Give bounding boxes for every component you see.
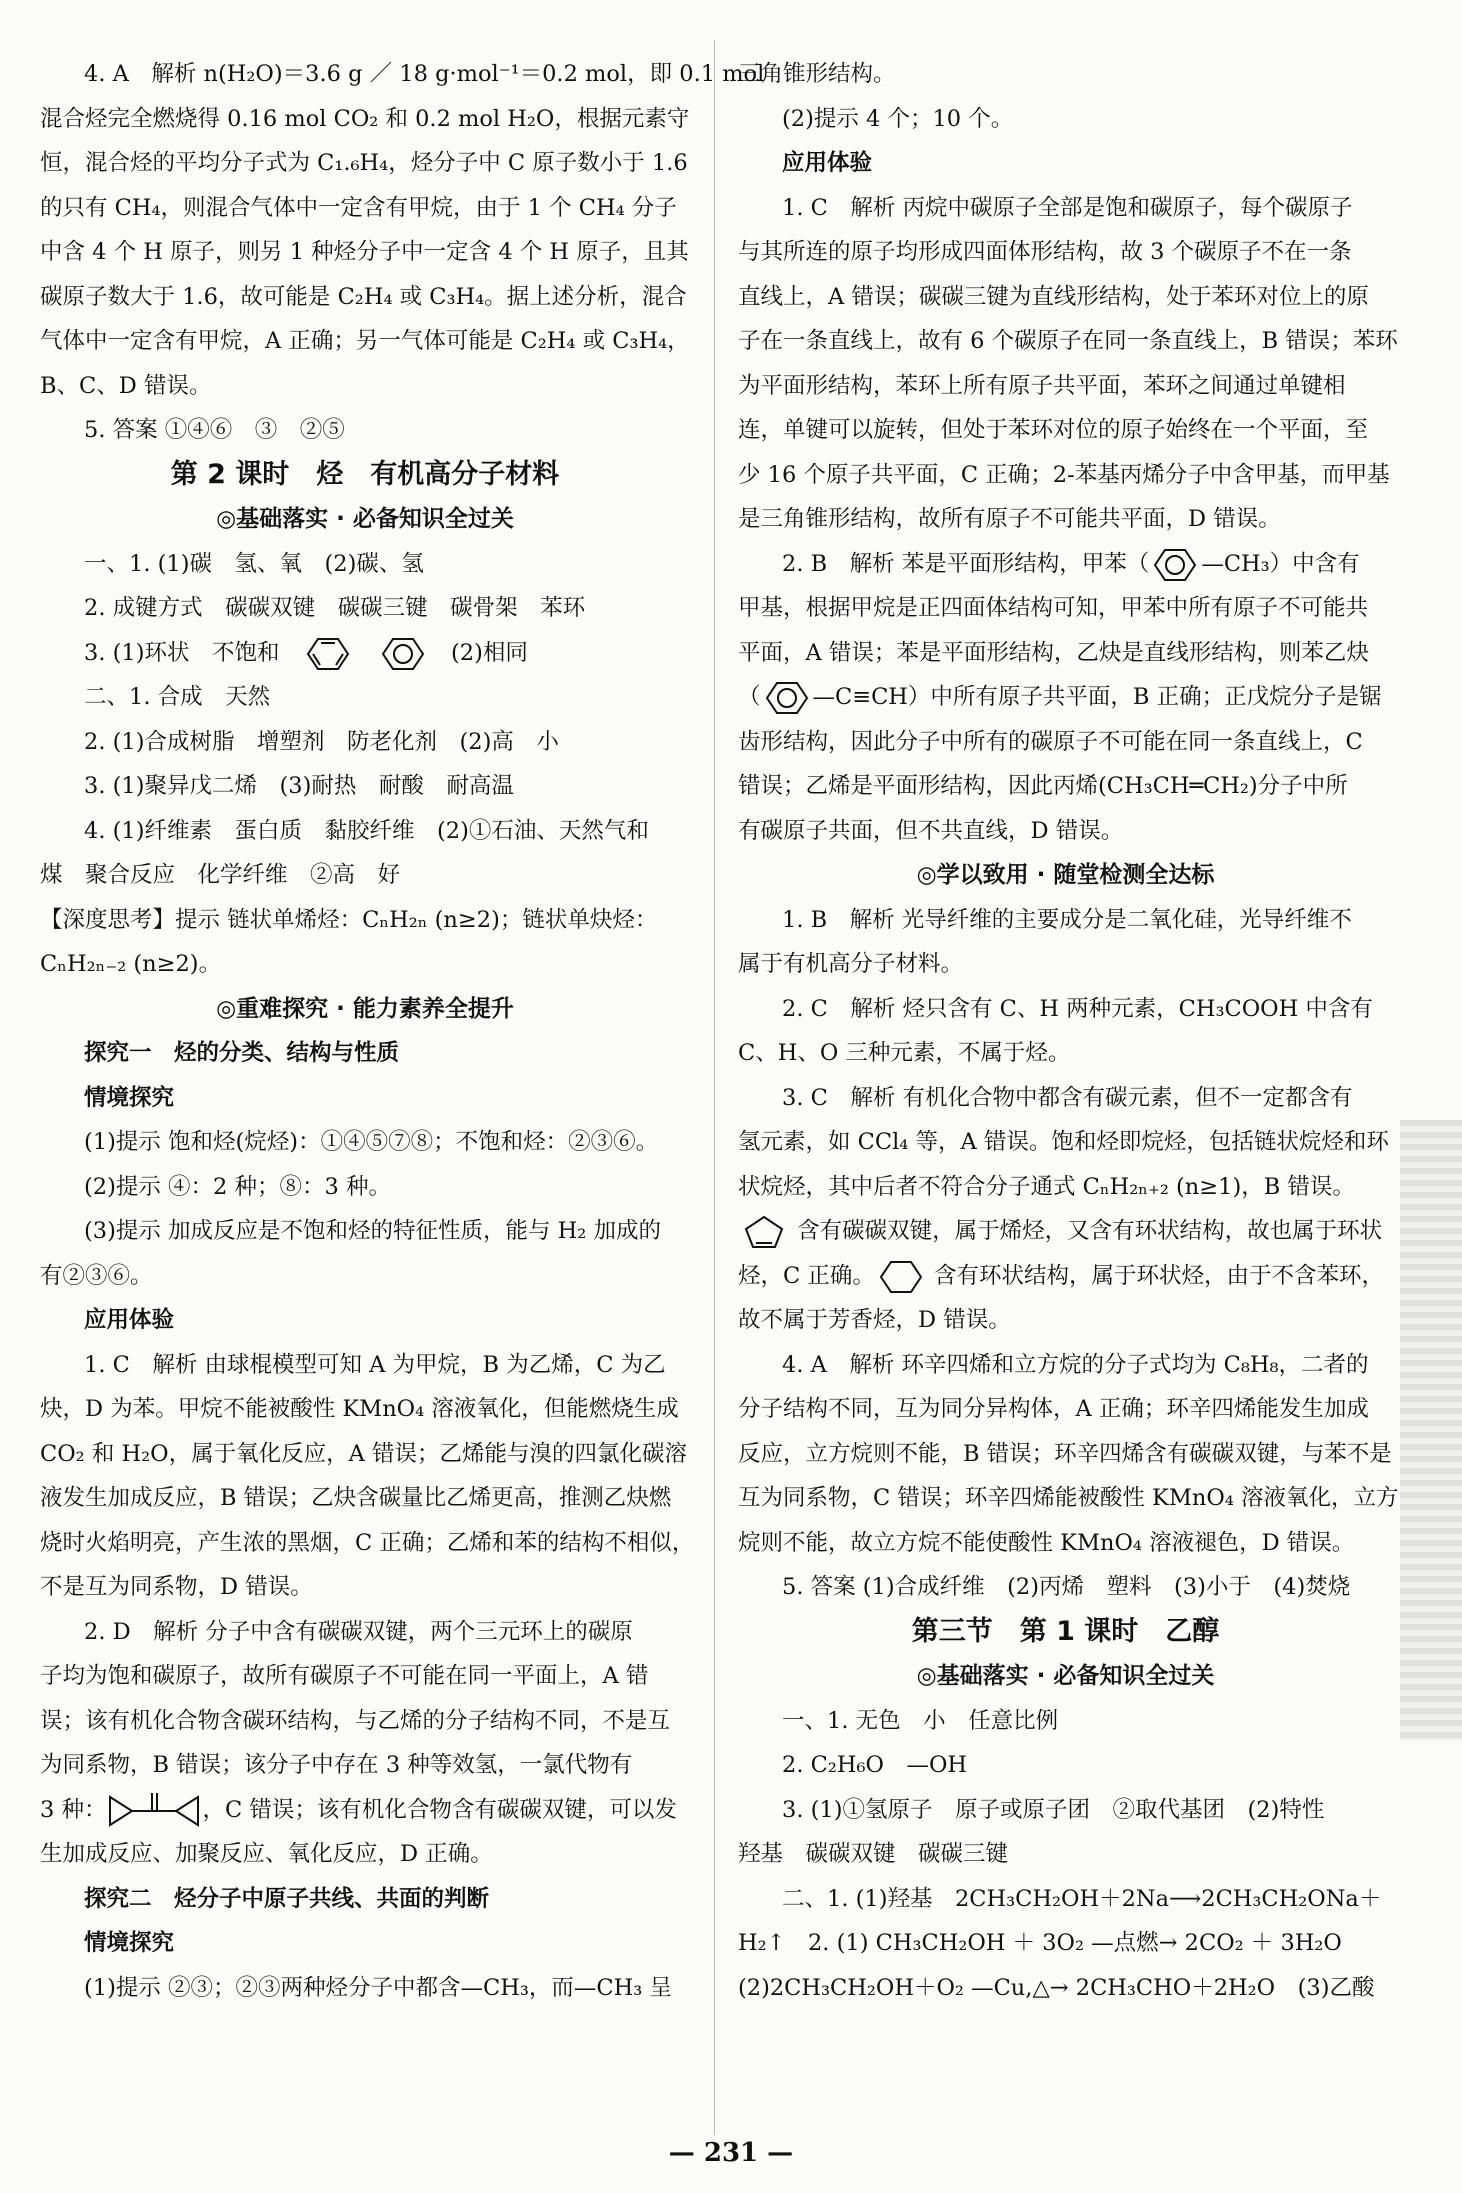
left-line: 液发生加成反应，B 错误；乙炔含碳量比乙烯更高，推测乙炔燃 [40, 1485, 672, 1511]
right-line: (2)提示 4 个；10 个。 [782, 105, 1014, 132]
left-line: 不是互为同系物，D 错误。 [40, 1574, 313, 1600]
right-line: 2. C₂H₆O —OH [782, 1752, 968, 1778]
right-line: 反应，立方烷则不能，B 错误；环辛四烯含有碳碳双键，与苯不是 [738, 1440, 1392, 1467]
right-column [738, 52, 1399, 2010]
left-line: 第 2 课时 烃 有机高分子材料 [170, 458, 560, 490]
right-line: (2)2CH₃CH₂OH＋O₂ —Cu,△→ 2CH₃CHO＋2H₂O (3)乙酸 [738, 1974, 1375, 2001]
right-line: 应用体验 [782, 150, 873, 176]
left-line: 【深度思考】提示 链状单烯烃：CₙH₂ₙ (n≥2)；链状单炔烃： [40, 906, 658, 933]
right-line: 3. C 解析 有机化合物中都含有碳元素，但不一定都含有 [782, 1084, 1353, 1111]
left-column [40, 52, 765, 2010]
left-line: 碳原子数大于 1.6，故可能是 C₂H₄ 或 C₃H₄。据上述分析，混合 [40, 283, 687, 310]
right-line: 分子结构不同，互为同分异构体，A 正确；环辛四烯能发生加成 [738, 1396, 1369, 1422]
left-line: 炔，D 为苯。甲烷不能被酸性 KMnO₄ 溶液氧化，但能燃烧生成 [40, 1396, 679, 1422]
cyclopentene-icon [738, 1215, 790, 1249]
right-line: 错误；乙烯是平面形结构，因此丙烯(CH₃CH═CH₂)分子中所 [738, 773, 1348, 799]
left-line: 子均为饱和碳原子，故所有碳原子不可能在同一平面上，A 错 [40, 1663, 649, 1689]
right-line: 羟基 碳碳双键 碳碳三键 [738, 1841, 1009, 1867]
left-line: 5. 答案 ①④⑥ ③ ②⑤ [84, 417, 345, 443]
left-line: 1. C 解析 由球棍模型可知 A 为甲烷，B 为乙烯，C 为乙 [84, 1351, 666, 1378]
left-line: (3)提示 加成反应是不饱和烃的特征性质，能与 H₂ 加成的 [84, 1218, 661, 1244]
right-line: 状烷烃，其中后者不符合分子通式 CₙH₂ₙ₊₂ (n≥1)，B 错误。 [738, 1173, 1355, 1200]
right-line: C、H、O 三种元素，不属于烃。 [738, 1040, 1071, 1066]
molecule-structure-icon [106, 1791, 202, 1831]
right-line: 二、1. (1)羟基 2CH₃CH₂OH＋2Na⟶2CH₃CH₂ONa＋ [782, 1885, 1382, 1912]
left-line: 一、1. (1)碳 氢、氧 (2)碳、氢 [84, 550, 424, 577]
page-edge-strip [1400, 1120, 1462, 1740]
right-line: 少 16 个原子共平面，C 正确；2-苯基丙烯分子中含甲基，而甲基 [738, 461, 1390, 488]
cyclohexane-icon [875, 1260, 927, 1294]
left-line: B、C、D 错误。 [40, 372, 212, 399]
right-line: 三角锥形结构。 [738, 61, 896, 87]
left-line: CₙH₂ₙ₋₂ (n≥2)。 [40, 951, 222, 977]
left-line: ◎重难探究 · 能力素养全提升 [216, 995, 514, 1022]
left-line: 情境探究 [84, 1084, 175, 1111]
right-line: 2. C 解析 烃只含有 C、H 两种元素，CH₃COOH 中含有 [782, 995, 1373, 1022]
left-line: 3. (1)聚异戊二烯 (3)耐热 耐酸 耐高温 [84, 773, 514, 799]
left-line: 有②③⑥。 [40, 1262, 153, 1289]
left-line: 煤 聚合反应 化学纤维 ②高 好 [40, 862, 401, 888]
left-line: ◎基础落实 · 必备知识全过关 [216, 506, 514, 532]
page-number: — 231 — [668, 2138, 794, 2168]
left-line: 2. D 解析 分子中含有碳碳双键，两个三元环上的碳原 [84, 1618, 633, 1645]
left-line: 探究一 烃的分类、结构与性质 [84, 1040, 400, 1066]
left-line: 生加成反应、加聚反应、氧化反应，D 正确。 [40, 1841, 493, 1867]
right-line: 4. A 解析 环辛四烯和立方烷的分子式均为 C₈H₈，二者的 [782, 1351, 1369, 1378]
left-line: CO₂ 和 H₂O，属于氧化反应，A 错误；乙烯能与溴的四氯化碳溶 [40, 1440, 687, 1467]
left-line: 4. (1)纤维素 蛋白质 黏胶纤维 (2)①石油、天然气和 [84, 817, 649, 844]
left-line: (2)提示 ④：2 种；⑧：3 种。 [84, 1173, 391, 1200]
right-line: 故不属于芳香烃，D 错误。 [738, 1307, 1011, 1333]
right-line: （ —C≡CH）中所有原子共平面，B 正确；正戊烷分子是锯 [738, 675, 1393, 720]
right-line: ◎学以致用 · 随堂检测全达标 [916, 862, 1215, 888]
benzene-ring-icon [1149, 548, 1201, 582]
left-line: 2. (1)合成树脂 增塑剂 防老化剂 (2)高 小 [84, 728, 559, 755]
left-line: 混合烃完全燃烧得 0.16 mol CO₂ 和 0.2 mol H₂O，根据元素守 [40, 105, 690, 132]
right-line: H₂↑ 2. (1) CH₃CH₂OH ＋ 3O₂ —点燃→ 2CO₂ ＋ 3H₂O [738, 1930, 1342, 1956]
right-line: 与其所连的原子均形成四面体形结构，故 3 个碳原子不在一条 [738, 239, 1352, 265]
right-line: 子在一条直线上，故有 6 个碳原子在同一条直线上，B 错误；苯环 [738, 328, 1398, 354]
right-line: 齿形结构，因此分子中所有的碳原子不可能在同一条直线上，C [738, 728, 1363, 755]
right-line: 3. (1)①氢原子 原子或原子团 ②取代基团 (2)特性 [782, 1796, 1325, 1823]
right-line: 第三节 第 1 课时 乙醇 [911, 1615, 1220, 1647]
right-line: 烷则不能，故立方烷不能使酸性 KMnO₄ 溶液褪色，D 错误。 [738, 1529, 1355, 1556]
left-line: (1)提示 ②③；②③两种烃分子中都含—CH₃，而—CH₃ 呈 [84, 1974, 672, 2001]
left-line: 应用体验 [84, 1307, 175, 1333]
left-line: 4. A 解析 n(H₂O)＝3.6 g ／ 18 g·mol⁻¹＝0.2 mol，即 0.1 mol [84, 61, 765, 87]
left-line: (1)提示 饱和烃(烷烃)：①④⑤⑦⑧；不饱和烃：②③⑥。 [84, 1129, 659, 1155]
right-line: 平面，A 错误；苯是平面形结构，乙炔是直线形结构，则苯乙炔 [738, 639, 1369, 666]
right-line: 为平面形结构，苯环上所有原子共平面，苯环之间通过单键相 [738, 372, 1346, 399]
right-line: 含有碳碳双键，属于烯烃，又含有环状结构，故也属于环状 [738, 1209, 1393, 1254]
right-line: 是三角锥形结构，故所有原子不可能共平面，D 错误。 [738, 506, 1281, 532]
left-line: 情境探究 [84, 1930, 175, 1956]
left-line: 二、1. 合成 天然 [84, 684, 271, 710]
benzene-ring-icon [761, 681, 813, 715]
right-line: 有碳原子共面，但不共直线，D 错误。 [738, 817, 1124, 844]
right-line: 氢元素，如 CCl₄ 等，A 错误。饱和烃即烷烃，包括链状烷烃和环 [738, 1129, 1389, 1155]
right-line: 连，单键可以旋转，但处于苯环对位的原子始终在一个平面，至 [738, 417, 1369, 443]
benzene-kekule-icon [302, 637, 354, 671]
left-line: 误；该有机化合物含碳环结构，与乙烯的分子结构不同，不是互 [40, 1707, 671, 1734]
right-line: 烃，C 正确。 含有环状结构，属于环状烃，由于不含苯环， [738, 1254, 1393, 1299]
right-line: 2. B 解析 苯是平面形结构，甲苯（ —CH₃）中含有 [738, 542, 1393, 587]
left-line: 探究二 烃分子中原子共线、共面的判断 [84, 1885, 490, 1912]
right-line: 属于有机高分子材料。 [738, 951, 964, 977]
left-line: 2. 成键方式 碳碳双键 碳碳三键 碳骨架 苯环 [84, 595, 586, 621]
right-line: 1. C 解析 丙烷中碳原子全部是饱和碳原子，每个碳原子 [782, 194, 1353, 221]
benzene-circle-icon [377, 637, 429, 671]
left-line: 中含 4 个 H 原子，则另 1 种烃分子中一定含 4 个 H 原子，且其 [40, 239, 689, 265]
right-line: 1. B 解析 光导纤维的主要成分是二氧化硅，光导纤维不 [782, 906, 1352, 933]
right-line: 直线上，A 错误；碳碳三键为直线形结构，处于苯环对位上的原 [738, 283, 1369, 310]
right-line: 一、1. 无色 小 任意比例 [782, 1707, 1059, 1734]
right-line: ◎基础落实 · 必备知识全过关 [916, 1663, 1215, 1689]
left-line: 气体中一定含有甲烷，A 正确；另一气体可能是 C₂H₄ 或 C₃H₄， [40, 328, 690, 354]
column-divider [714, 40, 715, 2135]
left-line: 为同系物，B 错误；该分子中存在 3 种等效氢，一氯代物有 [40, 1752, 633, 1778]
left-line: 的只有 CH₄，则混合气体中一定含有甲烷，由于 1 个 CH₄ 分子 [40, 194, 677, 221]
right-line: 互为同系物，C 错误；环辛四烯能被酸性 KMnO₄ 溶液氧化，立方 [738, 1485, 1399, 1511]
right-line: 5. 答案 (1)合成纤维 (2)丙烯 塑料 (3)小于 (4)焚烧 [782, 1574, 1351, 1600]
left-line: 烧时火焰明亮，产生浓的黑烟，C 正确；乙烯和苯的结构不相似， [40, 1529, 695, 1556]
right-line: 甲基，根据甲烷是正四面体结构可知，甲苯中所有原子不可能共 [738, 595, 1369, 621]
left-line: 3. (1)环状 不饱和 (2)相同 [40, 631, 690, 676]
left-line: 3 种： ，C 错误；该有机化合物含有碳碳双键，可以发 [40, 1788, 690, 1833]
left-line: 恒，混合烃的平均分子式为 C₁.₆H₄，烃分子中 C 原子数小于 1.6 [40, 150, 688, 176]
